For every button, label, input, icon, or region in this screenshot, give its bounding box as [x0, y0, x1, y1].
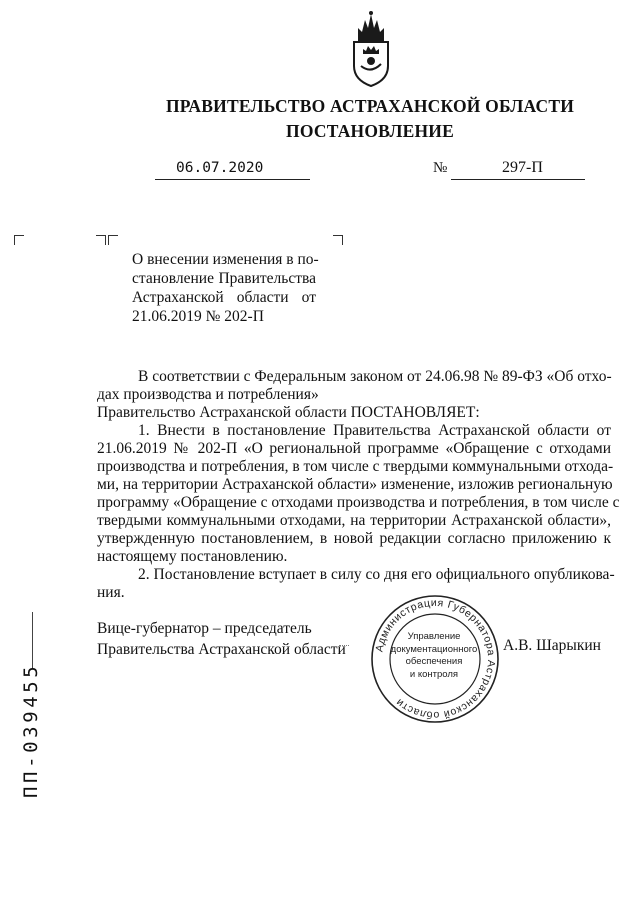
date-underline: [155, 179, 310, 180]
body-line: ми, на территории Астраханской области» изменение, изложив региональную: [97, 476, 613, 493]
stamp-line: Управление: [407, 631, 461, 642]
document-number: 297-П: [502, 159, 543, 176]
number-sign: №: [433, 160, 448, 176]
body-line: 21.06.2019 № 202-П «О региональной программе «Обращение с отходами: [97, 440, 611, 457]
body-line: настоящему постановлению.: [97, 548, 288, 565]
document-type-title: ПОСТАНОВЛЕНИЕ: [286, 121, 454, 141]
government-title: ПРАВИТЕЛЬСТВО АСТРАХАНСКОЙ ОБЛАСТИ: [165, 96, 575, 116]
stamp-line: и контроля: [409, 668, 459, 680]
corner-mark: [96, 235, 106, 245]
signatory-position: [97, 618, 346, 660]
serial-text: ПП-039455: [20, 662, 42, 798]
corner-mark: [14, 235, 24, 245]
body-line: 2. Постановление вступает в силу со дня его официального опубликова-: [138, 566, 615, 583]
body-line: ния.: [97, 584, 125, 601]
subject-line: Астраханской области от: [132, 289, 316, 306]
subject-line: 21.06.2019 № 202-П: [132, 308, 264, 325]
corner-mark: [333, 235, 343, 245]
stamp-inner-text: [388, 631, 480, 681]
body-line: 1. Внести в постановление Правительства Астраханской области от: [138, 422, 611, 439]
body-line: твердыми коммунальными отходами, на территории Астраханской области»,: [97, 512, 611, 529]
stamp-line: обеспечения: [405, 656, 463, 667]
body-line: В соответствии с Федеральным законом от 24.06.98 № 89-ФЗ «Об отхо-: [138, 368, 612, 385]
signatory-name: А.В. Шарыкин: [503, 637, 601, 654]
body-line: Правительство Астраханской области ПОСТАНОВЛЯЕТ:: [97, 404, 480, 421]
position-line: Правительства Астраханской области: [97, 641, 346, 658]
position-line: Вице-губернатор – председатель: [97, 620, 312, 637]
coat-of-arms-icon: [349, 8, 393, 88]
stamp-ring-text: Администрация Губернатора Астраханской области: [373, 596, 498, 722]
body-line: утвержденную постановлением, в новой редакции согласно приложению к: [97, 530, 611, 547]
document-subject: [132, 250, 319, 326]
stamp-line: документационного: [390, 643, 478, 655]
body-line: программу «Обращение с отходами производства и потребления, в том числе с: [97, 494, 620, 511]
number-underline: [451, 179, 585, 180]
subject-line: О внесении изменения в по-: [132, 251, 319, 268]
document-body: [97, 368, 620, 602]
signature-dots: [339, 645, 349, 646]
subject-line: становление Правительства: [132, 270, 316, 287]
document-date: 06.07.2020: [176, 160, 264, 176]
body-line: дах производства и потребления»: [97, 386, 319, 403]
margin-line: [32, 612, 33, 668]
corner-mark: [108, 235, 118, 245]
body-line: производства и потребления, в том числе с твердыми коммунальными отхода-: [97, 458, 614, 475]
